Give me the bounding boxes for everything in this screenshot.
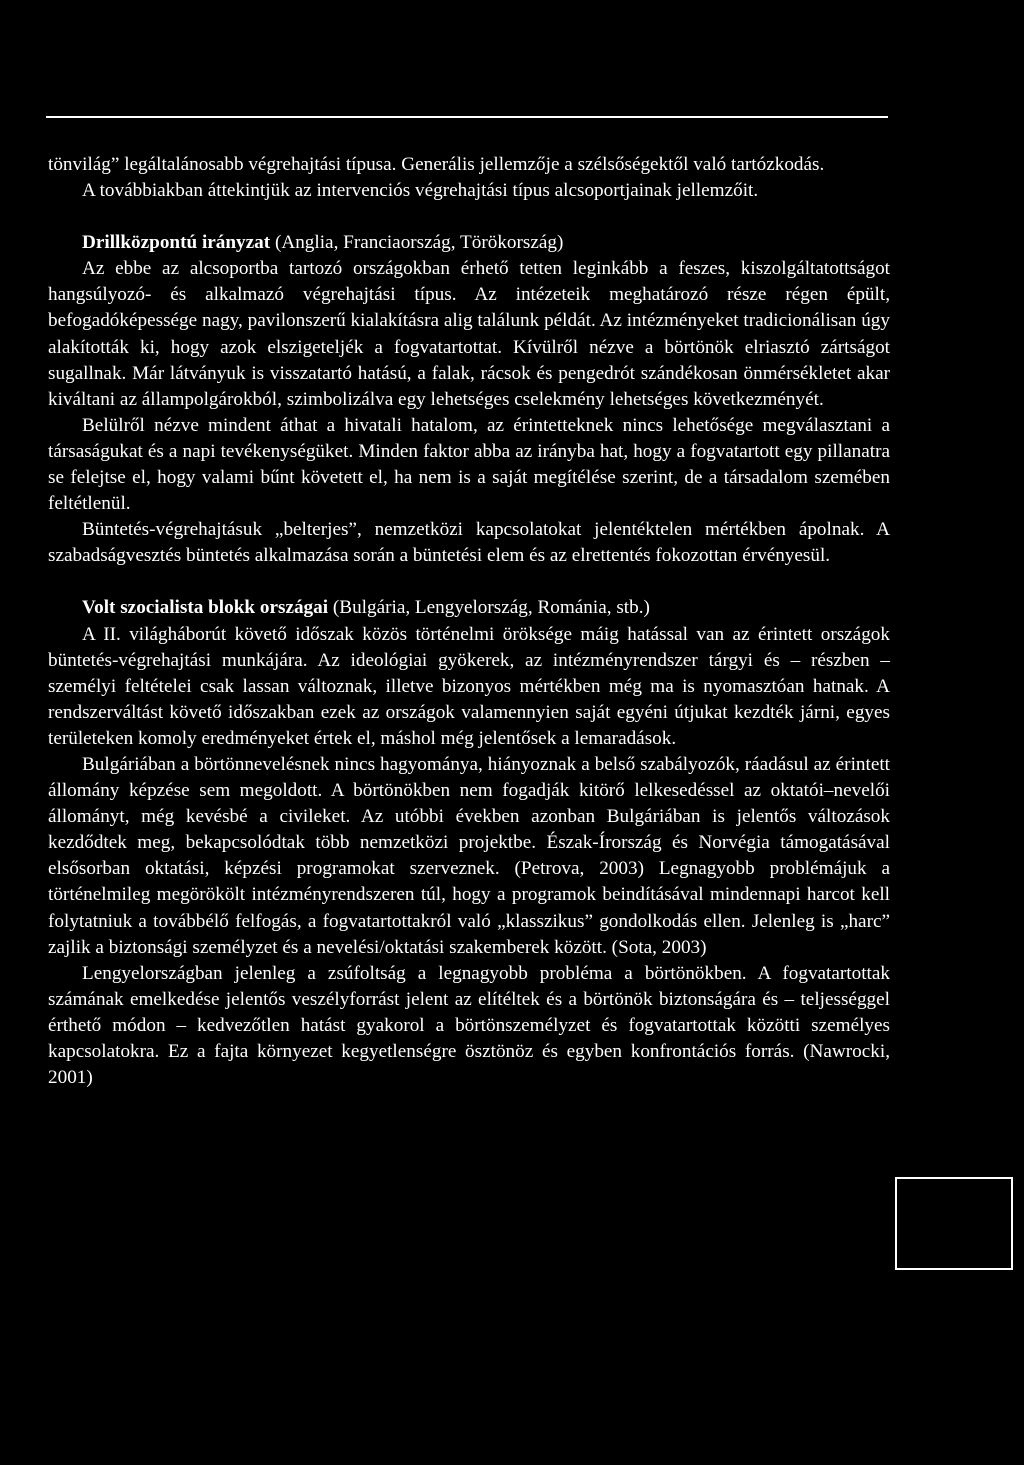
section-heading-socialist xyxy=(48,595,890,621)
paragraph-gap xyxy=(48,204,890,230)
paragraph-1: tönvilág” legáltalánosabb végrehajtási típusa. Generális jellemzője a szélsőségektől való tartózkodás. xyxy=(48,154,825,175)
paragraph-socialist-1: A II. világháborút követő időszak közös történelmi öröksége máig hatással van az érintett országok büntetés-végrehajtási munkájára. Az ideológiai gyökerek, az intézményrendszer tárgyi és – részben – személyi feltételei csak lassan változnak, illetve bizonyos mértékben még ma is nyomasztóan hatnak. A rendszerváltást követő időszakban ezek az országok valamennyien saját egyéni útjukat kezdték járni, egyes területeken komoly eredményeket értek el, máshol még jelentősek a lemaradások. xyxy=(48,623,890,749)
section-heading-socialist-rest: (Bulgária, Lengyelország, Románia, stb.) xyxy=(328,597,650,619)
top-rule xyxy=(46,116,888,118)
margin-box xyxy=(895,1177,1013,1270)
section-heading-drill xyxy=(48,230,890,256)
paragraph-drill-3: Büntetés-végrehajtásuk „belterjes”, nemzetközi kapcsolatokat jelentéktelen mértékben ápolnak. A szabadságvesztés büntetés alkalmazása során a büntetési elem és az elrettentés fokozottan érvényesül. xyxy=(48,519,890,567)
paragraph-gap xyxy=(48,569,890,595)
paragraph-bulgaria: Bulgáriában a börtönnevelésnek nincs hagyománya, hiányoznak a belső szabályozók, ráadásul az érintett állomány képzése sem megoldott. A börtönökben nem fogadják kitörő lelkesedéssel az oktatói–nevelői állományt, még kevésbé a civileket. Az utóbbi években azonban Bulgáriában is jelentős változások kezdődtek meg, bekapcsolódtak több nemzetközi projektbe. Észak-Írország és Norvégia támogatásával elsősorban oktatási, képzési programokat szerveznek. (Petrova, 2003) Legnagyobb problémájuk a történelmileg megörökölt intézményrendszeren túl, hogy a programok beindításával mindennapi harcot kell folytatniuk a továbbélő felfogás, a fogvatartottakról való „klasszikus” gondolkodás ellen. Jelenleg is „harc” zajlik a biztonsági személyzet és a nevelési/oktatási szakemberek között. (Sota, 2003) xyxy=(48,753,890,958)
paragraph-2: A továbbiakban áttekintjük az intervenciós végrehajtási típus alcsoportjainak jellemzőit. xyxy=(82,180,759,202)
paragraph-poland: Lengyelországban jelenleg a zsúfoltság a legnagyobb probléma a börtönökben. A fogvatartottak számának emelkedése jelentős veszélyforrást jelent az elítéltek és a börtönök biztonságára és – teljességgel érthető módon – kedvezőtlen hatást gyakorol a börtönszemélyzet és fogvatartottak közötti személyes kapcsolatokra. Ez a fajta környezet kegyetlenségre ösztönöz és egyben konfrontációs forrás. (Nawrocki, 2001) xyxy=(48,962,890,1089)
section-heading-socialist-bold: Volt szocialista blokk országai xyxy=(82,597,329,619)
paragraph-drill-1: Az ebbe az alcsoportba tartozó országokban érhető tetten leginkább a feszes, kiszolgáltatottságot hangsúlyozó- és alkalmazó végrehajtási típus. Az intézeteik meghatározó része régen épült, befogadóképessége nagy, pavilonszerű kialakításra alig találunk példát. Az intézményeket tradicionálisan úgy alakították ki, hogy azok elszigeteljék a fogvatartottat. Kívülről nézve a börtönök elriasztó zártságot sugallnak. Már látványuk is visszatartó hatású, a falak, rácsok és pengedrót szándékosan önmérsékletet akar kiváltani az állampolgárokból, szimbolizálva egy lehetséges cselekmény lehetséges következményét. xyxy=(48,258,890,410)
page-text xyxy=(48,152,890,1091)
paragraph-drill-2: Belülről nézve mindent áthat a hivatali hatalom, az érintetteknek nincs lehetősége megválasztani a társaságukat és a napi tevékenységüket. Minden faktor abba az irányba hat, hogy a fogvatartott egy pillanatra se felejtse el, hogy valami bűnt követett el, ha nem is a saját megítélése szerint, de a társadalom szemében feltétlenül. xyxy=(48,414,890,515)
section-heading-drill-bold: Drillközpontú irányzat xyxy=(82,232,271,254)
section-heading-drill-rest: (Anglia, Franciaország, Törökország) xyxy=(270,232,564,254)
